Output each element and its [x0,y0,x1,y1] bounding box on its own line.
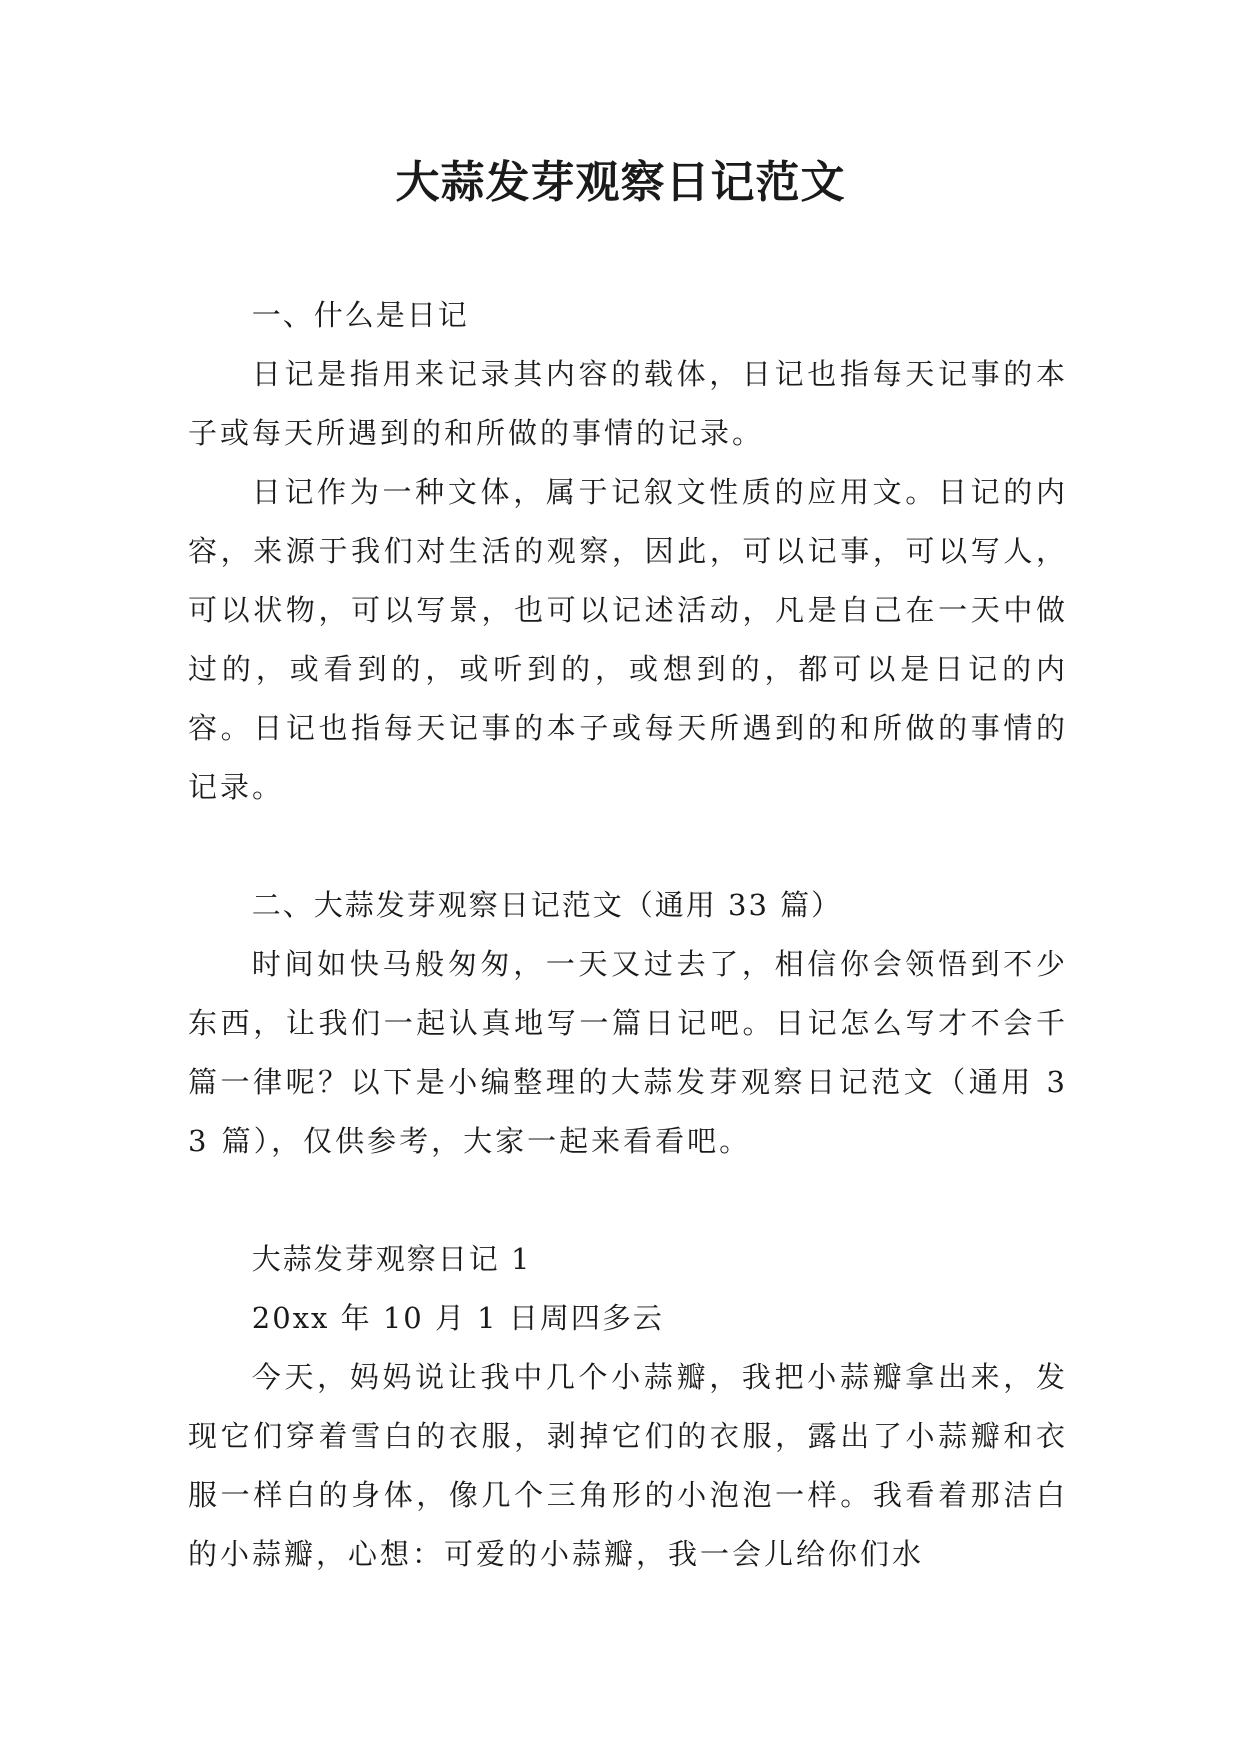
document-title: 大蒜发芽观察日记范文 [395,157,846,208]
section1-paragraph-2: 日记作为一种文体，属于记叙文性质的应用文。日记的内容，来源于我们对生活的观察，因此，可以记事，可以写人，可以状物，可以写景，也可以记述活动，凡是自己在一天中做过的，或看到的，或听到的，或想到的，都可以是日记的内容。日记也指每天记事的本子或每天所遇到的和所做的事情的记录。 [188,475,1068,804]
section-spacer [188,1171,1068,1230]
diary1-paragraph-1: 今天，妈妈说让我中几个小蒜瓣，我把小蒜瓣拿出来，发现它们穿着雪白的衣服，剥掉它们的衣服，露出了小蒜瓣和衣服一样白的身体，像几个三角形的小泡泡一样。我看着那洁白的小蒜瓣，心想：可爱的小蒜瓣，我一会儿给你们水 [188,1360,1068,1571]
diary1-heading: 大蒜发芽观察日记 1 [251,1242,532,1276]
section2-heading: 二、大蒜发芽观察日记范文（通用 33 篇） [251,888,843,922]
section2-paragraph-1: 时间如快马般匆匆，一天又过去了，相信你会领悟到不少东西，让我们一起认真地写一篇日记吧。日记怎么写才不会千篇一律呢？以下是小编整理的大蒜发芽观察日记范文（通用 33 篇），仅供参考，大家一起来看看吧。 [188,947,1068,1158]
section1-heading: 一、什么是日记 [251,298,469,332]
section-spacer [188,817,1068,876]
diary1-date: 20xx 年 10 月 1 日周四多云 [251,1301,664,1335]
section1-paragraph-1: 日记是指用来记录其内容的载体，日记也指每天记事的本子或每天所遇到的和所做的事情的记录。 [188,357,1068,450]
document-body [188,286,1068,1584]
